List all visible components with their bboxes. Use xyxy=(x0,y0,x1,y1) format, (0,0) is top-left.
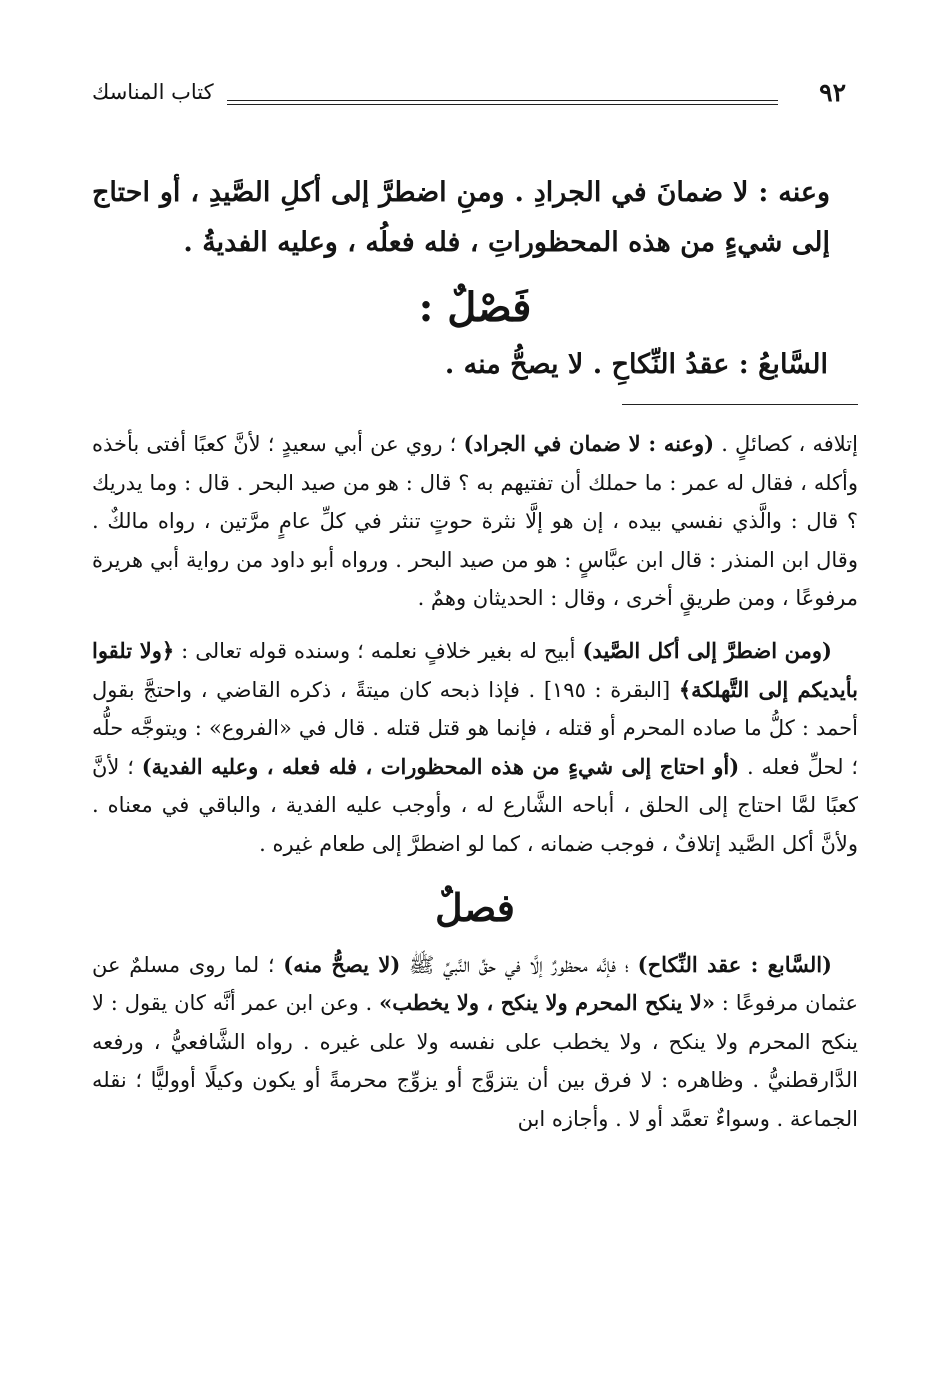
running-header xyxy=(92,78,858,118)
commentary-text: . وعن ابن عمر أنَّه كان يقول : لا ينكح المحرم ولا ينكح ، ولا يخطب على نفسه ولا على غيره . رواه الشَّافعيُّ ، ورفعه الدَّارقطنيُّ . وظاهره : لا فرق بين أن يتزوَّج أو يزوِّج محرمةً أو يكون وكيلًا أووليًّا ؛ نقله الجماعة . وسواءٌ تعمَّد أو لا . وأجازه ابن xyxy=(92,991,858,1131)
commentary-text: إتلافه ، كصائلٍ . xyxy=(714,432,858,456)
header-rule xyxy=(227,100,778,105)
section-heading-fasl: فَصْلٌ : xyxy=(418,284,532,331)
commentary-text: [البقرة : ١٩٥] . فإذا ذبحه كان ميتةً ، ذكره القاضي ، واحتجَّ بقول أحمد : كلُّ ما صاده المحرم أو قتله ، فإنما هو قتل قتله . قال في «الفروع» : ويتوجَّه حلُّه ؛ لحلِّ فعله . xyxy=(92,677,858,779)
quran-verse: ﴿ولا تلقوا بأيديكم إلى التَّهلكة﴾ xyxy=(92,637,859,702)
commentary-text: ؛ روي عن أبي سعيدٍ ؛ لأنَّ كعبًا أفتى بأخذه وأكله ، فقال له عمر : ما حملك أن تفتيهم به ؟ قال : هو من صيد البحر . قال : وما يدريك ؟ قال : والَّذي نفسي بيده ، إن هو إلَّا نثرة حوتٍ تنثر في كلِّ عامٍ مرَّتين ، رواه مالكٌ . وقال ابن المنذر : قال ابن عبَّاسٍ : هو من صيد البحر . ورواه أبو داود من رواية أبي هريرة مرفوعًا ، ومن طريقٍ أخرى ، وقال : الحديثان وهمٌ . xyxy=(92,432,858,611)
commentary-section-heading: فصلٌ xyxy=(435,884,515,930)
quoted-matn: (لا يصحُّ منه) xyxy=(283,951,401,977)
commentary-paragraph-3 xyxy=(92,946,858,1139)
commentary-text: ؛ لما روى مسلمٌ عن عثمان مرفوعًا : xyxy=(92,952,858,1016)
commentary-paragraph-2 xyxy=(92,632,858,864)
hadith-quote: «لا ينكح المحرم ولا ينكح ، ولا يخطب» xyxy=(379,990,715,1016)
quoted-matn: (أو احتاج إلى شيءٍ من هذه المحظورات ، فله فعله ، وعليه الفدية) xyxy=(141,753,740,779)
book-page xyxy=(92,0,858,1378)
matn-paragraph-2: السَّابعُ : عقدُ النِّكاحِ . لا يصحُّ منه . xyxy=(444,349,828,380)
commentary-text: أبيح له بغير خلافٍ نعلمه ؛ وسنده قوله تعالى : xyxy=(174,638,583,663)
page-number: ٩٢ xyxy=(819,78,846,107)
main-text xyxy=(92,168,858,390)
matn-paragraph-1: وعنه : لا ضمانَ في الجرادِ . ومنِ اضطرَّ إلى أكلِ الصَّيدِ ، أو احتاج إلى شيءٍ من هذه المحظوراتِ ، فله فعلُه ، وعليه الفديةُ . xyxy=(92,177,830,258)
commentary-paragraph-1 xyxy=(92,425,858,618)
quoted-matn: (وعنه : لا ضمان في الجراد) xyxy=(463,431,715,456)
commentary-text: ؛ فإنَّه محظورٌ إلَّا في حقِّ النَّبيِّ ﷺ xyxy=(400,952,638,977)
commentary xyxy=(92,425,858,1153)
commentary-text: ؛ لأنَّ كعبًا لمَّا احتاج إلى الحلق ، أباحه الشَّارع له ، وأوجب عليه الفدية ، والباقي في معناه . ولأنَّ أكل الصَّيد إتلافٌ ، فوجب ضمانه ، كما لو اضطرَّ إلى طعام غيره . xyxy=(92,754,858,856)
quoted-matn: (السَّابع : عقد النِّكاح) xyxy=(637,951,832,977)
quoted-matn: (ومن اضطرَّ إلى أكل الصَّيد) xyxy=(582,637,832,663)
book-title: كتاب المناسك xyxy=(92,80,214,104)
footnote-separator xyxy=(622,404,858,405)
